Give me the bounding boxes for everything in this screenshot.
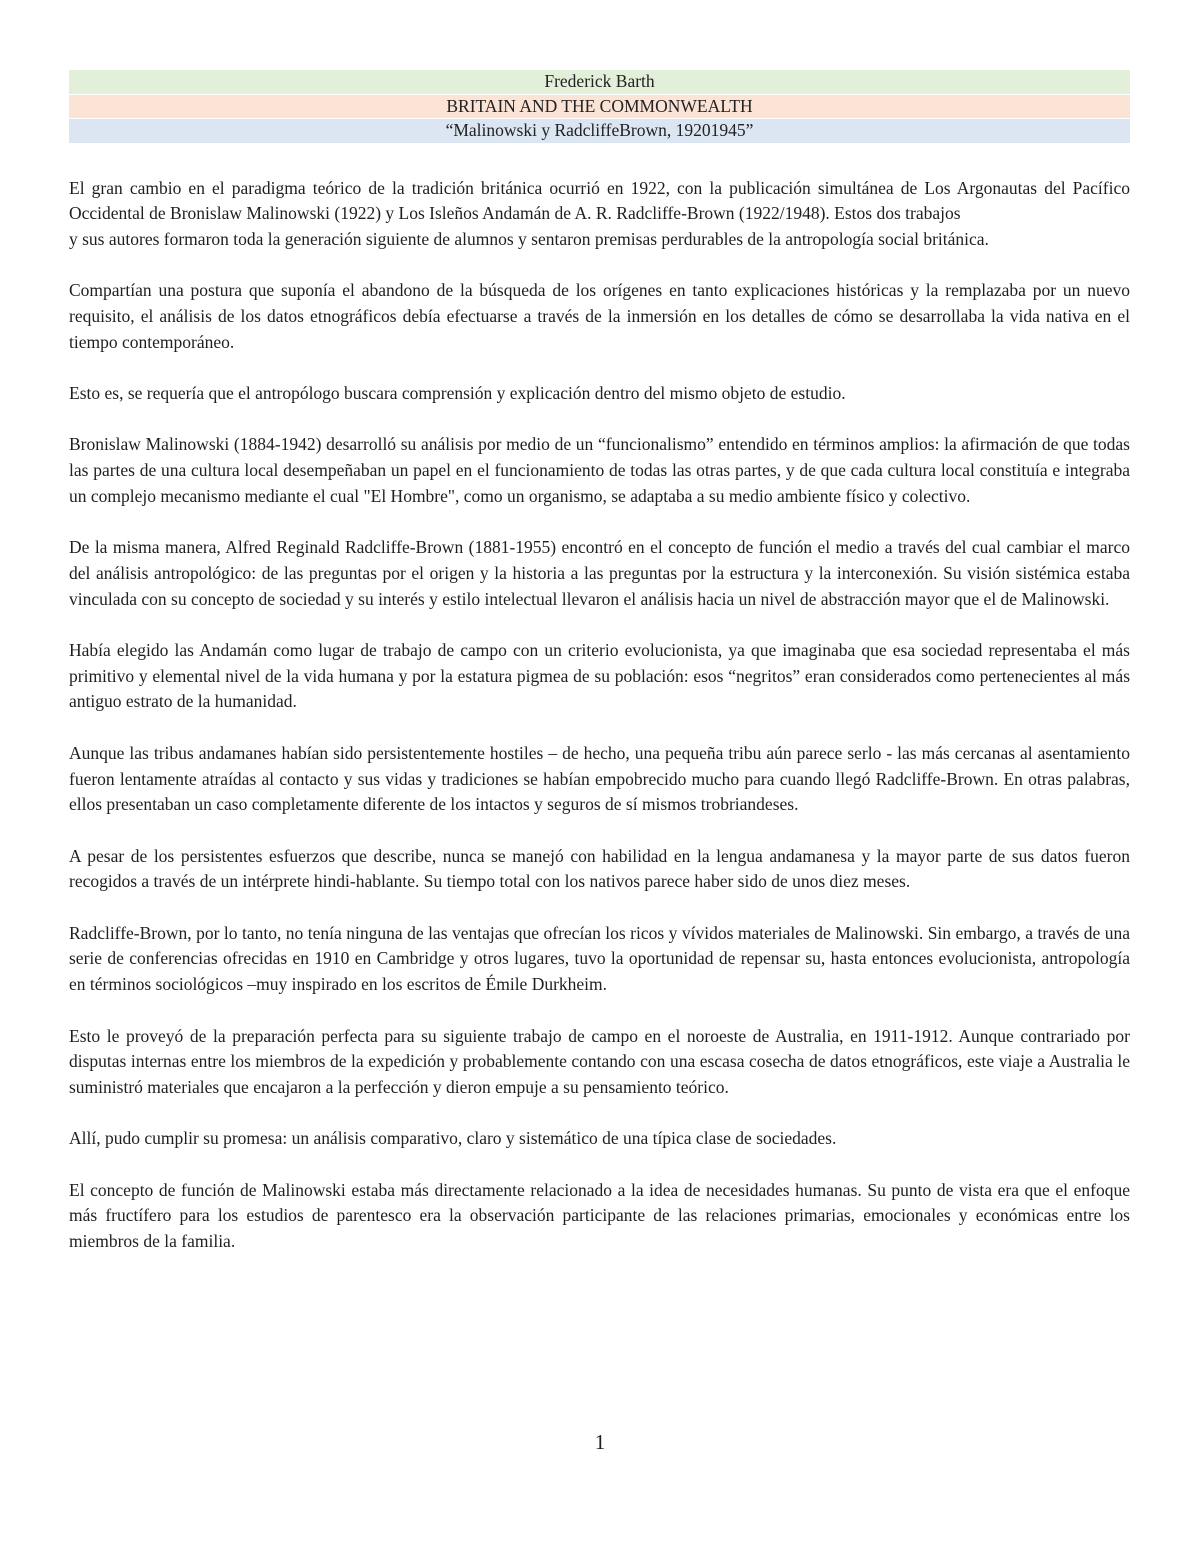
paragraph-text: Esto le proveyó de la preparación perfecta para su siguiente trabajo de campo en el noroeste de Australia, en 1911-1912. Aunque contrariado por disputas internas entre los miembros de la expedición y probablemente contando con una escasa cosecha de datos etnográficos, este viaje a Australia le suministró materiales que encajaron a la perfección y dieron empuje a su pensamiento teórico. [69,1025,1130,1097]
paragraph-text: Radcliffe-Brown, por lo tanto, no tenía ninguna de las ventajas que ofrecían los ricos y vívidos materiales de Malinowski. Sin embargo, a través de una serie de conferencias ofrecidas en 1910 en Cambridge y otros lugares, tuvo la oportunidad de repensar su, hasta entonces evolucionista, antropología en términos sociológicos –muy inspirado en los escritos de Émile Durkheim. [69,922,1130,995]
paragraph-text: El concepto de función de Malinowski estaba más directamente relacionado a la idea de necesidades humanas. Su punto de vista era que el enfoque más fructífero para los estudios de parentesco era la observación participante de las relaciones primarias, emocionales y económicas entre los miembros de la familia. [69,1179,1130,1252]
paragraph [69,844,1130,895]
paragraph [69,535,1130,612]
paragraph [69,741,1130,818]
header-section: BRITAIN AND THE COMMONWEALTH [69,95,1130,119]
header-chapter: “Malinowski y RadcliffeBrown, 19201945” [69,119,1130,143]
paragraph [69,1024,1130,1101]
paragraph [69,921,1130,998]
paragraph [69,432,1130,509]
header-author: Frederick Barth [69,70,1130,94]
paragraph [69,1178,1130,1255]
paragraph-text: Esto es, se requería que el antropólogo buscara comprensión y explicación dentro del mismo objeto de estudio. [69,383,846,404]
paragraph [69,638,1130,715]
paragraph [69,278,1130,355]
paragraph-text: A pesar de los persistentes esfuerzos que describe, nunca se manejó con habilidad en la lengua andamanesa y la mayor parte de sus datos fueron recogidos a través de un intérprete hindi-hablante. Su tiempo total con los nativos parece haber sido de unos diez meses. [69,845,1130,892]
paragraph-text: Había elegido las Andamán como lugar de trabajo de campo con un criterio evolucionista, ya que imaginaba que esa sociedad representaba el más primitivo y elemental nivel de la vida humana y por la estatura pigmea de su población: esos “negritos” eran considerados como pertenecientes al más antiguo estrato de la humanidad. [69,640,1130,712]
paragraph-text: Aunque las tribus andamanes habían sido persistentemente hostiles – de hecho, una pequeña tribu aún parece serlo - las más cercanas al asentamiento fueron lentamente atraídas al contacto y sus vidas y tradiciones se habían empobrecido mucho para cuando llegó Radcliffe-Brown. En otras palabras, ellos presentaban un caso completamente diferente de los intactos y seguros de sí mismos trobriandeses. [69,742,1130,815]
paragraph-text: De la misma manera, Alfred Reginald Radcliffe-Brown (1881-1955) encontró en el concepto de función el medio a través del cual cambiar el marco del análisis antropológico: de las preguntas por el origen y la historia a las preguntas por la estructura y la interconexión. Su visión sistémica estaba vinculada con su concepto de sociedad y su interés y estilo intelectual llevaron el análisis hacia un nivel de abstracción mayor que el de Malinowski. [69,537,1130,609]
paragraph-text: y sus autores formaron toda la generación siguiente de alumnos y sentaron premisas perdurables de la antropología social británica. [69,228,989,249]
paragraph-text: Allí, pudo cumplir su promesa: un análisis comparativo, claro y sistemático de una típica clase de sociedades. [69,1128,837,1149]
paragraph-text: Bronislaw Malinowski (1884-1942) desarrolló su análisis por medio de un “funcionalismo” entendido en términos amplios: la afirmación de que todas las partes de una cultura local desempeñaban un papel en el funcionamiento de todas las otras partes, y de que cada cultura local constituía e integraba un complejo mecanismo mediante el cual "El Hombre", como un organismo, se adaptaba a su medio ambiente físico y colectivo. [69,434,1130,506]
paragraph-text: El gran cambio en el paradigma teórico de la tradición británica ocurrió en 1922, con la publicación simultánea de Los Argonautas del Pacífico Occidental de Bronislaw Malinowski (1922) y Los Isleños Andamán de A. R. Radcliffe-Brown (1922/1948). Estos dos trabajos [69,177,1130,224]
paragraph-text: Compartían una postura que suponía el abandono de la búsqueda de los orígenes en tanto explicaciones históricas y la remplazaba por un nuevo requisito, el análisis de los datos etnográficos debía efectuarse a través de la inmersión en los detalles de cómo se desarrollaba la vida nativa en el tiempo contemporáneo. [69,280,1130,352]
document-page [69,70,1130,1281]
paragraph [69,1126,1130,1152]
page-number: 1 [594,1430,606,1454]
document-body [69,176,1130,1255]
paragraph [69,176,1130,253]
paragraph [69,381,1130,407]
